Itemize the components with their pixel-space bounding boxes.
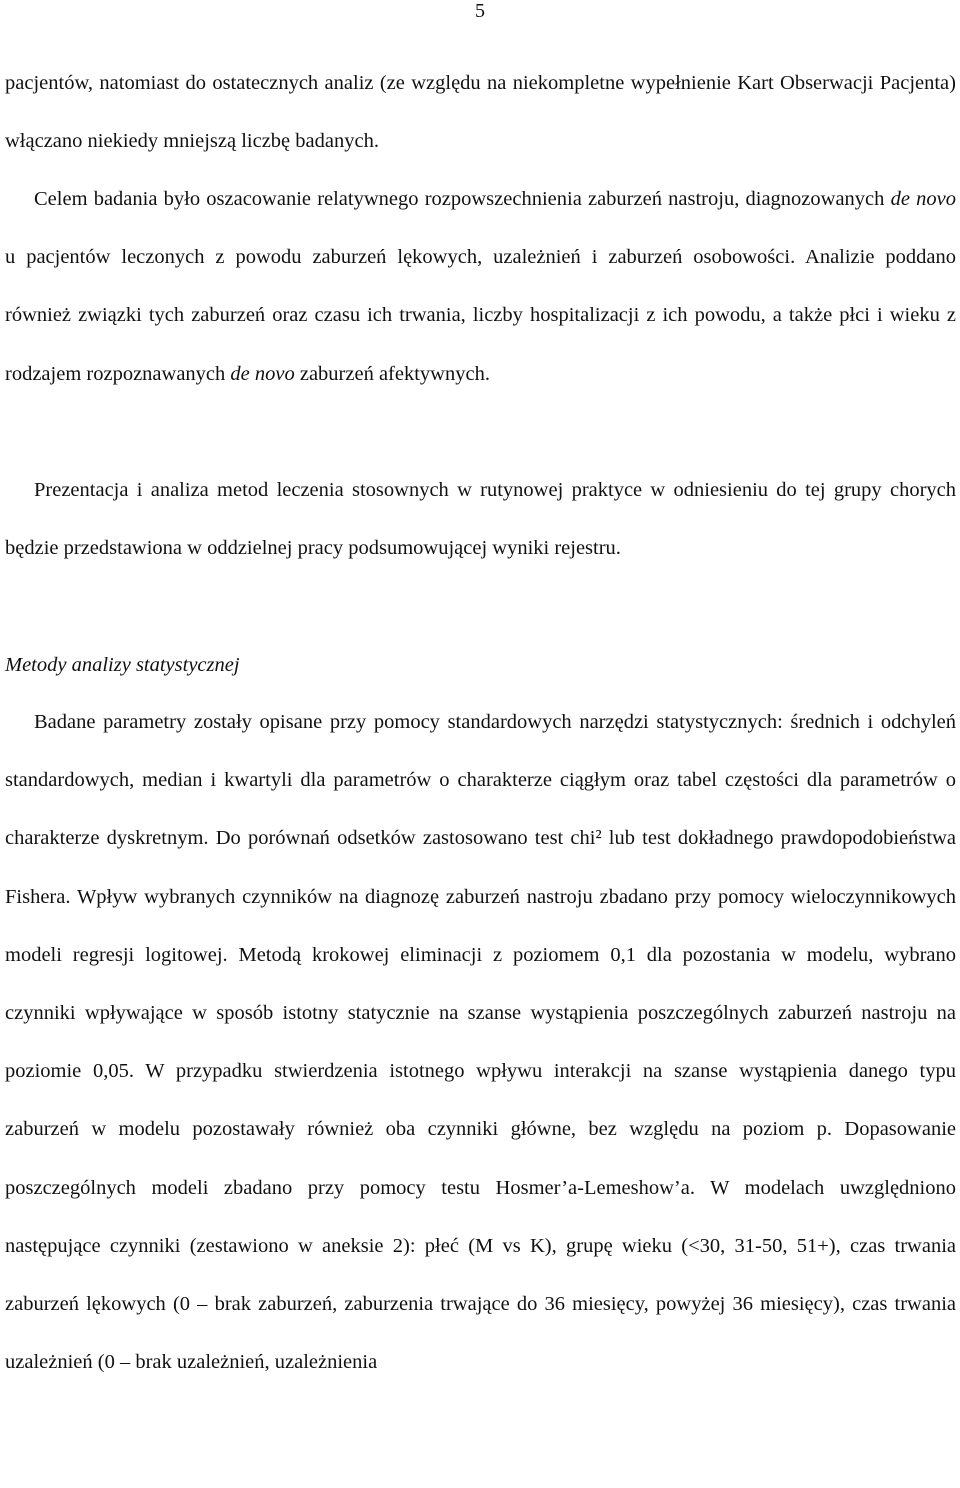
paragraph-intro-continuation: pacjentów, natomiast do ostatecznych analiz (ze względu na niekompletne wypełnienie Kart Obserwacji Pacjenta) włączano niekiedy mniejszą liczbę badanych.	[5, 72, 956, 153]
de-novo-term-1: de novo	[890, 188, 956, 210]
paragraph-treatment-note: Prezentacja i analiza metod leczenia stosownych w rutynowej praktyce w odniesieniu do tej grupy chorych będzie przedstawiona w oddzielnej pracy podsumowującej wyniki rejestru.	[5, 479, 956, 560]
paragraph-study-aim-text-2: u pacjentów leczonych z powodu zaburzeń lękowych, uzależnień i zaburzeń osobowości. Analizie poddano również związki tych zaburzeń oraz czasu ich trwania, liczby hospitalizacji z ich powodu, a także płci i wieku z rodzajem rozpoznawanych	[5, 246, 956, 385]
paragraph-study-aim	[5, 170, 956, 403]
page-number: 5	[475, 0, 485, 22]
paragraph-study-aim-text-1: Celem badania było oszacowanie relatywnego rozpowszechnienia zaburzeń nastroju, diagnozowanych	[34, 188, 891, 210]
section-heading-statistics: Metody analizy statystycznej	[5, 654, 240, 676]
paragraph-statistical-methods: Badane parametry zostały opisane przy pomocy standardowych narzędzi statystycznych: średnich i odchyleń standardowych, median i kwartyli dla parametrów o charakterze ciągłym oraz tabel częstości dla parametrów o charakterze dyskretnym. Do porównań odsetków zastosowano test chi² lub test dokładnego prawdopodobieństwa Fishera. Wpływ wybranych czynników na diagnozę zaburzeń nastroju zbadano przy pomocy wieloczynnikowych modeli regresji logitowej. Metodą krokowej eliminacji z poziomem 0,1 dla pozostania w modelu, wybrano czynniki wpływające w sposób istotny statycznie na szanse wystąpienia poszczególnych zaburzeń nastroju na poziomie 0,05. W przypadku stwierdzenia istotnego wpływu interakcji na szanse wystąpienia danego typu zaburzeń w modelu pozostawały również oba czynniki główne, bez względu na poziom p. Dopasowanie poszczególnych modeli zbadano przy pomocy testu Hosmer’a-Lemeshow’a. W modelach uwzględniono następujące czynniki (zestawiono w aneksie 2): płeć (M vs K), grupę wieku (<30, 31-50, 51+), czas trwania zaburzeń lękowych (0 – brak zaburzeń, zaburzenia trwające do 36 miesięcy, powyżej 36 miesięcy), czas trwania uzależnień (0 – brak uzależnień, uzależnienia	[5, 711, 956, 1374]
de-novo-term-2: de novo	[230, 362, 295, 385]
paragraph-study-aim-text-3: zaburzeń afektywnych.	[294, 362, 490, 385]
